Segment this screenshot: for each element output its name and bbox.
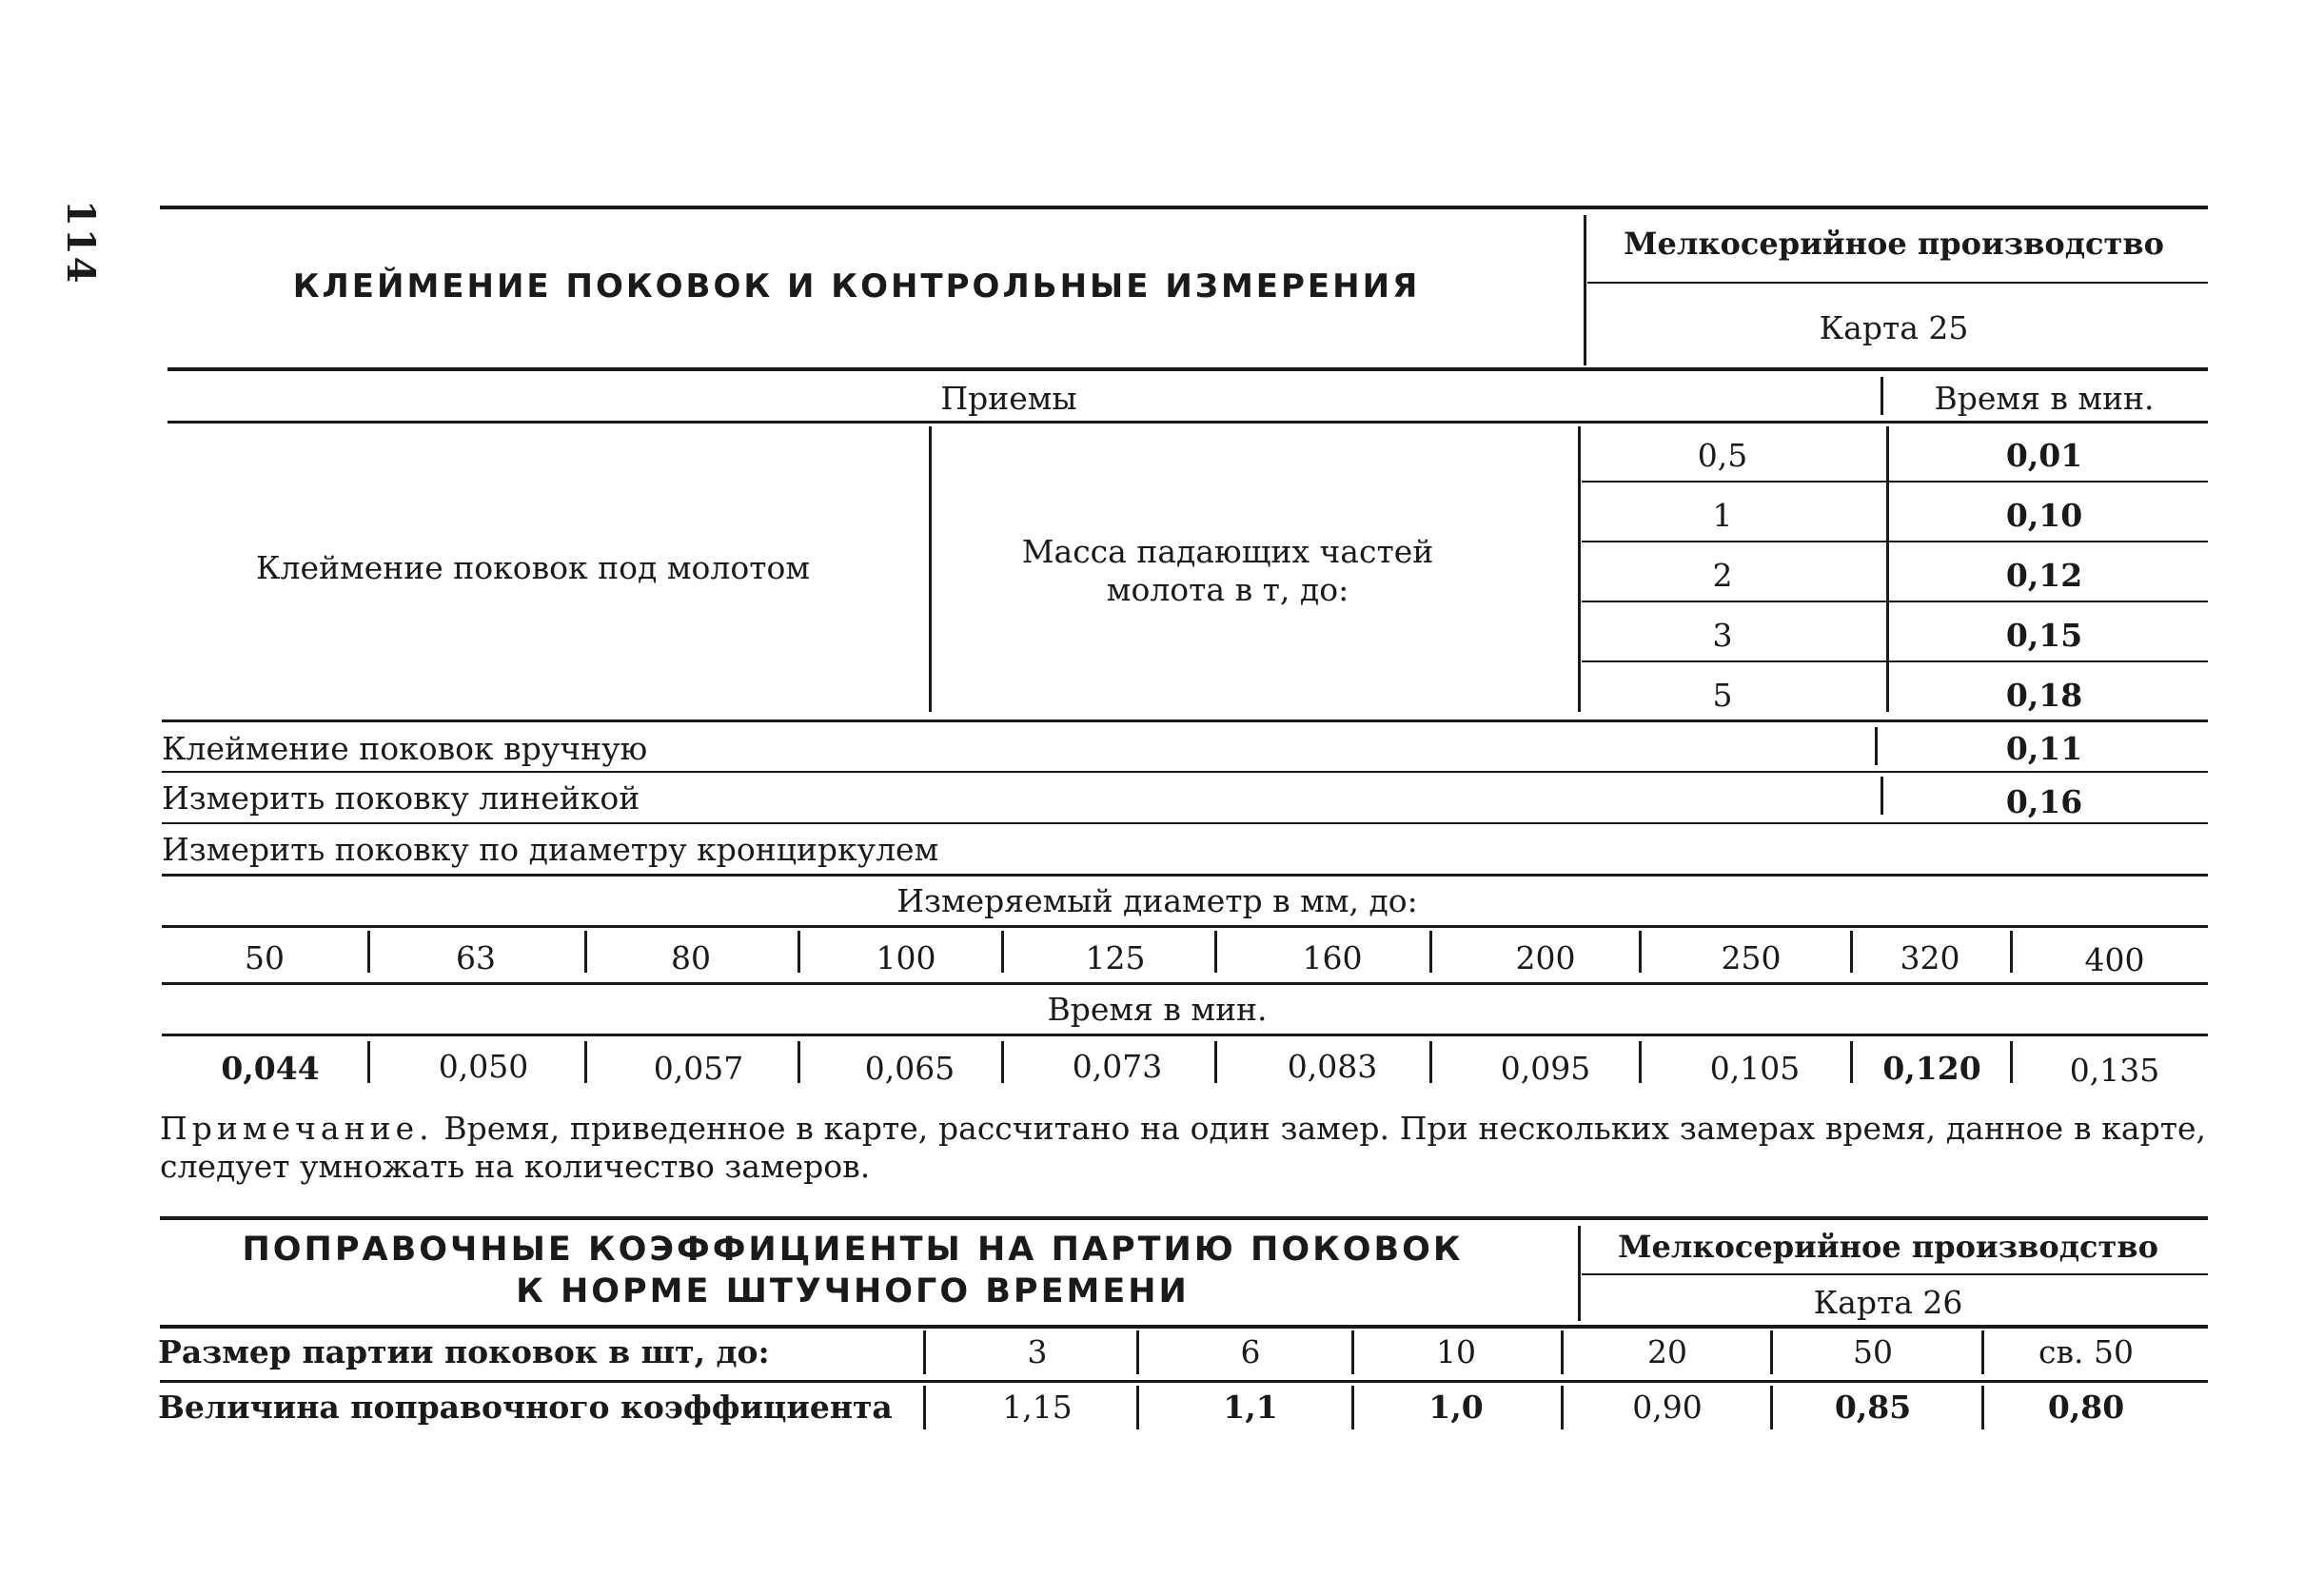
- rule: [929, 426, 932, 712]
- rule: [1351, 1386, 1354, 1429]
- rule: [1214, 1041, 1217, 1083]
- coefficient-value: 0,85: [1834, 1389, 1912, 1426]
- rule: [1639, 1041, 1642, 1083]
- rule: [1582, 541, 2208, 542]
- coefficient-value: 1,15: [1002, 1389, 1073, 1426]
- coefficient-value: 1,0: [1428, 1389, 1484, 1426]
- caliper-time-value: 0,057: [653, 1050, 744, 1087]
- rule: [162, 874, 2208, 877]
- diameter-value: 160: [1302, 939, 1363, 976]
- rule: [1001, 931, 1004, 973]
- rule: [1881, 377, 1883, 415]
- card26-title-line1: ПОПРАВОЧНЫЕ КОЭФФИЦИЕНТЫ НА ПАРТИЮ ПОКОВОК: [242, 1231, 1464, 1269]
- hammer-mass-param: Масса падающих частей молота в т, до:: [1021, 533, 1434, 608]
- coefficient-value: 0,90: [1632, 1389, 1703, 1426]
- diameter-value: 100: [876, 939, 936, 976]
- manual-stamping-time: 0,11: [2005, 730, 2083, 767]
- rule: [1584, 215, 1586, 365]
- coefficient-label: Величина поправочного коэффициента: [158, 1389, 893, 1426]
- rule: [162, 719, 2208, 722]
- rule: [162, 1034, 2208, 1036]
- diameter-value: 320: [1900, 939, 1960, 976]
- hammer-time-value: 0,15: [2005, 617, 2083, 654]
- caliper-measure-label: Измерить поковку по диаметру кронциркулем: [162, 831, 939, 868]
- batch-size-value: 6: [1240, 1333, 1261, 1370]
- caliper-time-value: 0,083: [1287, 1048, 1378, 1085]
- diameter-value: 63: [456, 939, 496, 976]
- rule: [167, 421, 2208, 424]
- batch-size-value: 50: [1853, 1333, 1893, 1370]
- rule: [1770, 1330, 1773, 1374]
- rule: [584, 931, 587, 973]
- card26-title-line2: К НОРМЕ ШТУЧНОГО ВРЕМЕНИ: [516, 1272, 1190, 1310]
- mass-value: 1: [1712, 497, 1733, 534]
- batch-size-value: 10: [1436, 1333, 1476, 1370]
- rule: [160, 206, 2208, 209]
- card26-production: Мелкосерийное производство: [1618, 1229, 2158, 1265]
- ruler-measure-label: Измерить поковку линейкой: [162, 779, 640, 817]
- caliper-time-value: 0,120: [1882, 1050, 1981, 1087]
- hammer-stamping-label: Клеймение поковок под молотом: [256, 549, 810, 586]
- caliper-time-value: 0,135: [2069, 1052, 2160, 1089]
- rule: [1850, 1041, 1853, 1083]
- rule: [1429, 931, 1432, 973]
- rule: [162, 822, 2208, 824]
- rule: [1582, 481, 2208, 483]
- rule: [1561, 1330, 1564, 1374]
- diameter-header: Измеряемый диаметр в мм, до:: [896, 882, 1418, 919]
- rule: [1582, 660, 2208, 662]
- caliper-time-value: 0,105: [1709, 1050, 1801, 1087]
- caliper-time-value: 0,044: [221, 1050, 320, 1087]
- hammer-time-value: 0,18: [2005, 677, 2083, 714]
- card25-note: [160, 1110, 2206, 1186]
- rule: [1875, 727, 1878, 765]
- batch-size-value: св. 50: [2038, 1333, 2135, 1370]
- mass-value: 3: [1712, 617, 1733, 654]
- card25-title: КЛЕЙМЕНИЕ ПОКОВОК И КОНТРОЛЬНЫЕ ИЗМЕРЕНИЯ: [292, 267, 1421, 305]
- rule: [1561, 1386, 1564, 1429]
- rule: [1582, 1273, 2208, 1275]
- rule: [162, 982, 2208, 985]
- rule: [923, 1330, 926, 1374]
- rule: [1770, 1386, 1773, 1429]
- card25-production: Мелкосерийное производство: [1624, 226, 2164, 262]
- rule: [367, 931, 370, 973]
- batch-size-label: Размер партии поковок в шт, до:: [158, 1333, 770, 1370]
- ruler-measure-time: 0,16: [2005, 783, 2083, 820]
- rule: [1001, 1041, 1004, 1083]
- note-text: Время, приведенное в карте, рассчитано на один замер. При нескольких замерах время, данное в карте, следует умножать на количество замеров.: [160, 1110, 2206, 1185]
- caliper-time-value: 0,073: [1072, 1048, 1163, 1085]
- rule: [2010, 931, 2013, 973]
- coefficient-value: 0,80: [2047, 1389, 2125, 1426]
- rule: [1136, 1330, 1139, 1374]
- batch-size-value: 3: [1027, 1333, 1048, 1370]
- hammer-time-value: 0,12: [2005, 557, 2083, 594]
- rule: [1351, 1330, 1354, 1374]
- manual-stamping-label: Клеймение поковок вручную: [162, 730, 648, 767]
- caliper-time-header: Время в мин.: [1047, 991, 1268, 1028]
- page-number: 114: [58, 200, 103, 286]
- card25-card-number: Карта 25: [1819, 309, 1969, 346]
- rule: [798, 1041, 800, 1083]
- diameter-value: 50: [245, 939, 285, 976]
- note-label: Примечание.: [160, 1110, 434, 1147]
- diameter-value: 80: [671, 939, 711, 976]
- coefficient-value: 1,1: [1223, 1389, 1278, 1426]
- mass-value: 5: [1712, 677, 1733, 714]
- diameter-value: 200: [1515, 939, 1576, 976]
- rule: [367, 1041, 370, 1083]
- rule: [1136, 1386, 1139, 1429]
- rule: [1578, 1226, 1581, 1321]
- rule: [162, 771, 2208, 773]
- col-time-header: Время в мин.: [1934, 380, 2155, 417]
- rule: [1981, 1330, 1984, 1374]
- rule: [1881, 777, 1883, 815]
- rule: [584, 1041, 587, 1083]
- rule: [167, 367, 2208, 371]
- card26-card-number: Карта 26: [1813, 1284, 1963, 1321]
- hammer-time-value: 0,10: [2005, 497, 2083, 534]
- rule: [1214, 931, 1217, 973]
- hammer-time-value: 0,01: [2005, 437, 2083, 474]
- rule: [160, 1325, 2208, 1329]
- caliper-time-value: 0,065: [864, 1050, 955, 1087]
- rule: [162, 925, 2208, 928]
- batch-size-value: 20: [1647, 1333, 1687, 1370]
- rule: [1578, 426, 1581, 712]
- rule: [2010, 1041, 2013, 1083]
- rule: [1850, 931, 1853, 973]
- mass-value: 2: [1712, 557, 1733, 594]
- diameter-value: 125: [1085, 939, 1146, 976]
- col-methods-header: Приемы: [940, 380, 1077, 417]
- diameter-value: 400: [2084, 941, 2145, 978]
- caliper-time-value: 0,095: [1500, 1050, 1591, 1087]
- mass-value: 0,5: [1697, 437, 1748, 474]
- diameter-value: 250: [1721, 939, 1782, 976]
- rule: [1582, 601, 2208, 602]
- rule: [1429, 1041, 1432, 1083]
- rule: [1639, 931, 1642, 973]
- caliper-time-value: 0,050: [438, 1048, 529, 1085]
- rule: [160, 1380, 2208, 1383]
- rule: [923, 1386, 926, 1429]
- rule: [798, 931, 800, 973]
- rule: [1587, 282, 2208, 284]
- rule: [1886, 426, 1889, 712]
- rule: [1981, 1386, 1984, 1429]
- rule: [160, 1216, 2208, 1220]
